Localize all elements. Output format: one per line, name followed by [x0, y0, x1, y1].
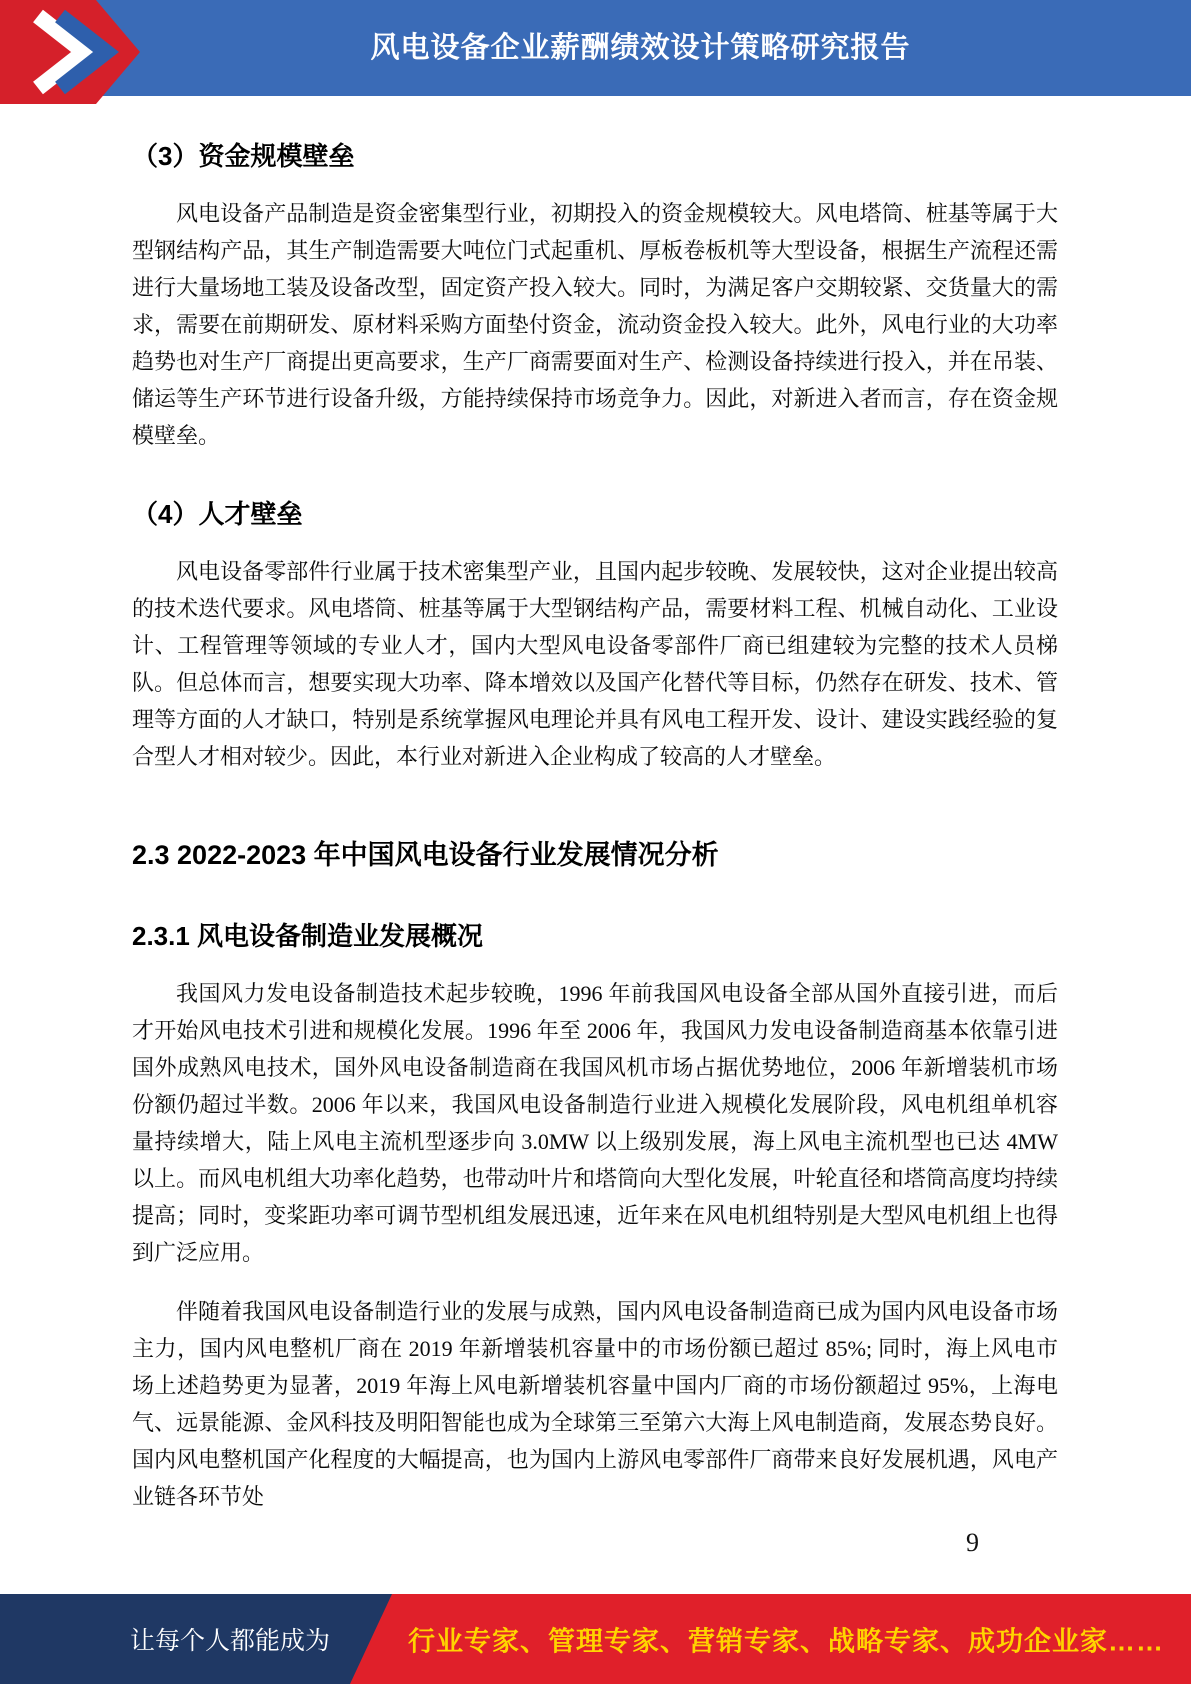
heading-talent-barrier: （4）人才壁垒	[132, 499, 303, 529]
heading-capital-barrier: （3）资金规模壁垒	[132, 141, 355, 171]
page-number: 9	[966, 1528, 979, 1557]
page-footer	[0, 1594, 1191, 1684]
report-title: 风电设备企业薪酬绩效设计策略研究报告	[370, 32, 911, 64]
paragraph-capital-barrier: 风电设备产品制造是资金密集型行业，初期投入的资金规模较大。风电塔筒、桩基等属于大型钢结构产品，其生产制造需要大吨位门式起重机、厚板卷板机等大型设备，根据生产流程还需进行大量场地工装及设备改型，固定资产投入较大。同时，为满足客户交期较紧、交货量大的需求，需要在前期研发、原材料采购方面垫付资金，流动资金投入较大。此外，风电行业的大功率趋势也对生产厂商提出更高要求，生产厂商需要面对生产、检测设备持续进行投入，并在吊装、储运等生产环节进行设备升级，方能持续保持市场竞争力。因此，对新进入者而言，存在资金规模壁垒。	[132, 201, 1058, 448]
footer-experts-text: 行业专家、管理专家、营销专家、战略专家、成功企业家……	[408, 1626, 1164, 1657]
heading-section-2-3: 2.3 2022-2023 年中国风电设备行业发展情况分析	[132, 840, 719, 870]
document-body	[132, 96, 1058, 1515]
footer-slogan: 让每个人都能成为	[130, 1627, 331, 1655]
paragraph-manufacturing-overview-1: 我国风力发电设备制造技术起步较晚，1996 年前我国风电设备全部从国外直接引进，而后才开始风电技术引进和规模化发展。1996 年至 2006 年，我国风力发电设备制造商基本依靠引进国外成熟风电技术，国外风电设备制造商在我国风机市场占据优势地位，2006 年新增装机市场份额仍超过半数。2006 年以来，我国风电设备制造行业进入规模化发展阶段，风电机组单机容量持续增大，陆上风电主流机型逐步向 3.0MW 以上级别发展，海上风电主流机型也已达 4MW 以上。而风电机组大功率化趋势，也带动叶片和塔筒向大型化发展，叶轮直径和塔筒高度均持续提高；同时，变桨距功率可调节型机组发展迅速，近年来在风电机组特别是大型风电机组上也得到广泛应用。	[132, 981, 1058, 1265]
corner-arrow-icon	[0, 0, 150, 104]
paragraph-manufacturing-overview-2: 伴随着我国风电设备制造行业的发展与成熟，国内风电设备制造商已成为国内风电设备市场主力，国内风电整机厂商在 2019 年新增装机容量中的市场份额已超过 85%; 同时，海上风电市场上述趋势更为显著，2019 年海上风电新增装机容量中国内厂商的市场份额超过 95%，上海电气、远景能源、金风科技及明阳智能也成为全球第三至第六大海上风电制造商，发展态势良好。国内风电整机国产化程度的大幅提高，也为国内上游风电零部件厂商带来良好发展机遇，风电产业链各环节处	[132, 1299, 1058, 1509]
page-header	[0, 0, 1191, 96]
heading-section-2-3-1: 2.3.1 风电设备制造业发展概况	[132, 921, 484, 951]
paragraph-talent-barrier: 风电设备零部件行业属于技术密集型产业，且国内起步较晚、发展较快，这对企业提出较高的技术迭代要求。风电塔筒、桩基等属于大型钢结构产品，需要材料工程、机械自动化、工业设计、工程管理等领域的专业人才，国内大型风电设备零部件厂商已组建较为完整的技术人员梯队。但总体而言，想要实现大功率、降本增效以及国产化替代等目标，仍然存在研发、技术、管理等方面的人才缺口，特别是系统掌握风电理论并具有风电工程开发、设计、建设实践经验的复合型人才相对较少。因此，本行业对新进入企业构成了较高的人才壁垒。	[132, 559, 1058, 769]
